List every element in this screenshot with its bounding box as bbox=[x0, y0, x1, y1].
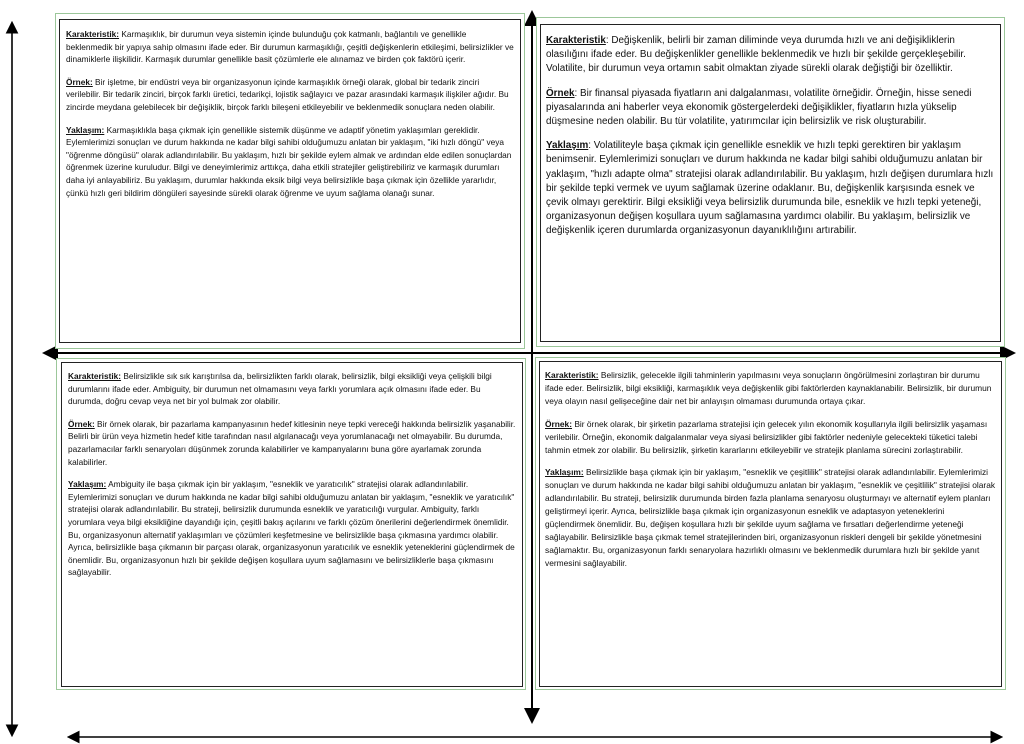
ambiguity-approach: Yaklaşım: Ambiguity ile başa çıkmak için bir yaklaşım, "esneklik ve yaratıcılık" stratejisi olarak adlandırılabilir. Eylemlerimizi sonuçları ve durum hakkında ne kadar bilgi sahibi olduğumuzu anlatan bir yaklaşım, "esneklik ve yaratıcılık" stratejisi olarak adlandırılabilir. Bu strateji, belirsizlik durumunda esneklik ve yaratıcılığı vurgular. Ambiguity, farklı yorumlara veya bilgi eksikliğine dayandığı için, çeşitli bakış açılarını ve farklı çözüm önerilerini değerlendirmek önemlidir. Bu, organizasyonun alternatif yaklaşımları ve çözümleri keşfetmesine ve belirsizlikle başa çıkmasına yardımcı olabilir. Ayrıca, belirsizlikle başa çıkmanın bir parçası olarak, organizasyonun yaratıcılık ve esneklik yeteneklerini güçlendirmek de önemlidir. Bu, organizasyonun hızlı bir şekilde değişen koşullara uyum sağlamasını ve belirsizliklerle başa çıkmasını sağlayabilir. bbox=[68, 479, 515, 578]
uncertainty-approach: Yaklaşım: Belirsizlikle başa çıkmak için bir yaklaşım, "esneklik ve çeşitlilik" stratejisi olarak adlandırılabilir. Eylemlerimizi sonuçları ve durum hakkında ne kadar bilgi sahibi olduğumuzu anlatan bir yaklaşım, "esneklik ve çeşitlilik" stratejisi olarak adlandırılabilir. Bu strateji, belirsizlik durumunda birden fazla planlama senaryosu oluşturmayı ve alternatif eylem planları geliştirmeyi içerir. Ayrıca, belirsizlikle başa çıkmak için organizasyonun esneklik ve adaptasyon yeteneklerini güçlendirmek önemlidir. Bu, değişen koşullara hızlı bir şekilde uyum sağlama ve fırsatları değerlendirme yeteneği sağlayabilir. Belirsizlikle başa çıkmak temel stratejilerinden biri, organizasyonun riskleri dengeli bir şekilde yönetmesini sağlamaktır. Bu, organizasyonun farklı senaryolara hazırlıklı olmasını ve beklenmedik durumlara hızlı bir şekilde yanıt vermesini sağlayabilir. bbox=[545, 467, 996, 568]
quadrant-uncertainty bbox=[535, 357, 1006, 690]
complexity-example: Örnek: Bir işletme, bir endüstri veya bir organizasyonun içinde karmaşıklık örneği olarak, global bir tedarik zinciri verilebilir. Bir tedarik zinciri, birçok farklı üretici, tedarikçi, lojistik sağlayıcı ve pazar arasındaki karmaşık ilişkiler ağıdır. Bu zincirde meydana gelebilecek bir değişiklik, birçok farklı bileşeni etkileyebilir ve beklenmedik sonuçlara neden olabilir. bbox=[66, 76, 509, 112]
ambiguity-characteristic: Karakteristik: Belirsizlikle sık sık karıştırılsa da, belirsizlikten farklı olarak, belirsizlik, bilgi eksikliği veya çelişkili bilgi durumlarını ifade eder. Ambiguity, bir durumun net olmamasını veya farklı yorumlara açık olmasını ifade eder. Bu durumda, doğru cevap veya net bir yol bulmak zor olabilir. bbox=[68, 371, 492, 407]
quadrant-ambiguity bbox=[56, 358, 526, 690]
volatility-approach: Yaklaşım: Volatiliteyle başa çıkmak için genellikle esneklik ve hızlı tepki gerektiren bir yaklaşım benimsenir. Eylemlerimizi sonuçları ve durum hakkında ne kadar bilgi sahibi olduğumuzu anlatan bir yaklaşım, "hızlı adapte olma" stratejisi olarak adlandırılabilir. Bu yaklaşım, hızlı değişen durumlara hızlı bir şekilde tepki vermek ve uyum sağlamak üzerine odaklanır. Bu, değişkenlik karşısında esnek ve çevik olmayı gerektirir. Bilgi eksikliği veya belirsizlik durumunda bile, esneklik ve hızlı tepki yeteneği, organizasyonun değişen koşullara uyum sağlamasına yardımcı olabilir. Bu yaklaşım, belirsizlik ve değişkenlik içeren durumlarda organizasyonun dayanıklılığını artırabilir. bbox=[546, 140, 994, 237]
uncertainty-characteristic: Karakteristik: Belirsizlik, gelecekle ilgili tahminlerin yapılmasını veya sonuçların öngörülmesini zorlaştıran bir durumu ifade eder. Belirsizlik, bilgi eksikliği, karmaşıklık veya değişkenlik gibi faktörlerden kaynaklanabilir. Belirsizlik, bir durumun veya olayın nasıl gelişeceğine dair net bir anlayışın olmaması durumunda ortaya çıkar. bbox=[545, 370, 992, 406]
complexity-characteristic: Karakteristik: Karmaşıklık, bir durumun veya sistemin içinde bulunduğu çok katmanlı, bağlantılı ve genellikle beklenmedik bir yapıya sahip olmasını ifade eder. Bir durumun karmaşıklığı, çeşitli değişkenlerin etkileşimi, belirsizlikler ve dinamiklerle ilişkilidir. Karmaşık durumlar genellikle basit çözümlerle ele alınamaz ve birden çok faktörü içerir. bbox=[66, 29, 514, 65]
uncertainty-example: Örnek: Bir örnek olarak, bir şirketin pazarlama stratejisi için gelecek yılın ekonomik koşullarıyla ilgili belirsizlik yaşaması verilebilir. Örneğin, ekonomik dalgalanmalar veya siyasi belirsizlikler gibi faktörler nedeniyle gelecekteki tüketici talebi tahmin etmek zor olabilir. Bu belirsizlik, şirketin kararlarını etkileyebilir ve stratejik planlama sürecini zorlaştırabilir. bbox=[545, 418, 988, 455]
ambiguity-example: Örnek: Bir örnek olarak, bir pazarlama kampanyasının hedef kitlesinin neye tepki vereceği hakkında belirsizlik yaşanabilir. Belirli bir ürün veya hizmetin hedef kitle tarafından nasıl algılanacağı veya yorumlanacağı net olmayabilir. Bu durumda, pazarlamacılar farklı senaryoları düşünmek zorunda kalabilirler ve kampanyalarını buna göre ayarlamak zorunda kalabilirler. bbox=[68, 418, 516, 467]
quadrant-complexity bbox=[55, 13, 525, 349]
quadrant-volatility bbox=[536, 17, 1005, 347]
volatility-example: Örnek: Bir finansal piyasada fiyatların ani dalgalanması, volatilite örneğidir. Örneğin, hisse senedi piyasalarında ani haberler veya ekonomik göstergelerdeki değişiklikler, fiyatların hızla yükselip düşmesine neden olabilir. Bu tür volatilite, yatırımcılar için belirsizlik ve risk oluşturabilir. bbox=[546, 87, 972, 128]
complexity-approach: Yaklaşım: Karmaşıklıkla başa çıkmak için genellikle sistemik düşünme ve adaptif yönetim yaklaşımları gereklidir. Eylemlerimizi sonuçları ve durum hakkında ne kadar bilgi sahibi olduğumuzu anlatan bir yaklaşım, "iki hızlı döngü" veya "öğrenme döngüsü" olarak adlandırılabilir. Bu yaklaşım, hızlı bir şekilde eylem almak ve ardından elde edilen sonuçlardan öğrenmek üzerine kuruludur. Bilgi ve deneyimlerimiz arttıkça, daha etkili stratejiler geliştirebiliriz ve karmaşık durumları daha iyi anlayabiliriz. Bu yaklaşım, durumlar hakkında eksik bilgi veya belirsizlikle başa çıkmak için özellikle yararlıdır, çünkü hızlı geri bildirim döngüleri sayesinde sürekli olarak öğrenme ve uyum sağlama olanağı sunar. bbox=[66, 124, 512, 198]
volatility-characteristic: Karakteristik: Değişkenlik, belirli bir zaman diliminde veya durumda hızlı ve ani değişikliklerin olasılığını ifade eder. Bu değişkenlikler genellikle beklenmedik ve hızlı bir şekilde gerçekleşebilir. Volatilite, bir durumun veya ortamın sabit olmaktan ziyade sürekli olarak değiştiği bir özelliktir. bbox=[546, 35, 966, 75]
